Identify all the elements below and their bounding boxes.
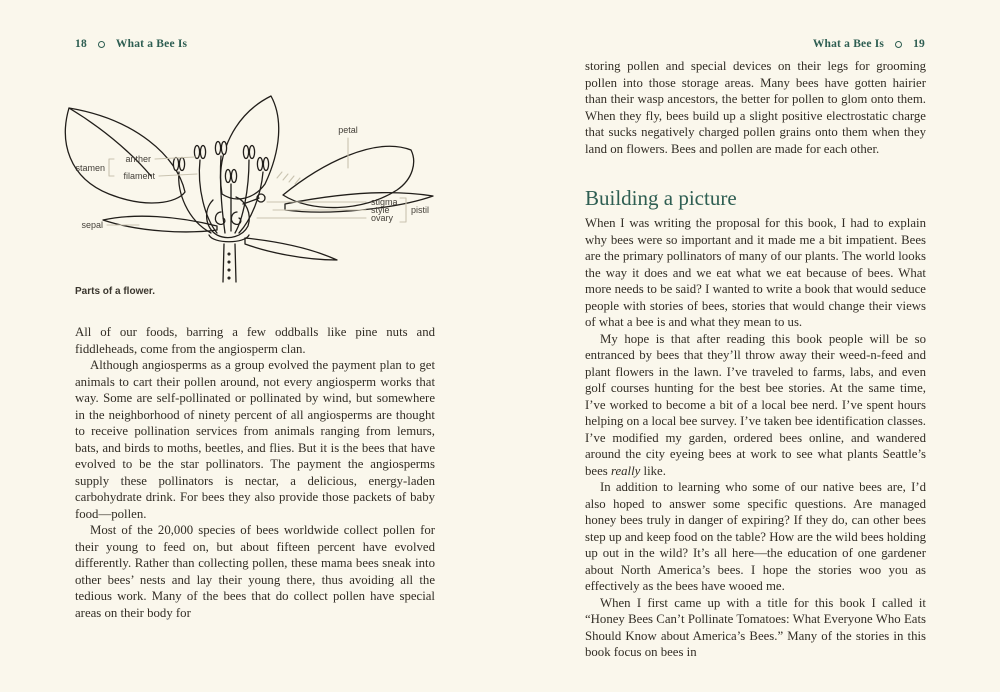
paragraph-text: like. [640, 463, 666, 478]
running-head-right [813, 38, 925, 50]
paragraph: Although angiosperms as a group evolved the payment plan to get animals to cart their pollen around, not every angiosperm works that way. Some are self-pollinated or pollinated by wind, but somewhere in the neighborhood of ninety percent of all angiosperms are thought to receive pollination services from animals ranging from lemurs, bats, and birds to moths, beetles, and flies. But it is the bees that have evolved to be the star pollinators. The payment the angiosperms supply these pollinators is nectar, a delicious, energy-laden carbohydrate drink. For bees they also provide those packets of baby food—pollen. [75, 358, 435, 521]
diagram-label-pistil: pistil [411, 205, 430, 215]
right-page-text [585, 58, 926, 661]
running-head-right-title: What a Bee Is [812, 38, 885, 50]
figure-caption: Parts of a flower. [75, 286, 156, 297]
diagram-label-style: style [371, 205, 390, 215]
running-head-left-title: What a Bee Is [115, 38, 188, 50]
left-page-text [75, 324, 435, 621]
ring-ornament-icon [895, 41, 902, 48]
ring-ornament-icon [98, 41, 105, 48]
paragraph-text: My hope is that after reading this book people will be so entranced by bees that they’ll throw away their weed-n-feed and plant flowers in the lawn. I’ve traveled to farms, labs, and even golf courses hunting for the best bee stories. At the same time, I’ve worked to become a bit of a local bee nerd. I’ve spent hours helping on a local bee survey. I’ve taken bee identification classes. I’ve modified my garden, ordered bees online, and wandered around the city eyeing bees at work to see what plants Seattle’s bees [585, 331, 926, 478]
paragraph: When I was writing the proposal for this book, I had to explain why bees were so important and it made me a bit impatient. Bees are the primary pollinators of many of our plants. The world looks the way it does and we eat what we eat because of bees. What more needs to be said? I wanted to write a book that would seduce people with stories of bees, stories that would change their views of what a bee is and what they mean to us. [585, 216, 926, 329]
section-heading: Building a picture [585, 186, 737, 210]
diagram-label-anther: anther [125, 154, 151, 164]
running-head-left [75, 38, 187, 50]
paragraph: In addition to learning who some of our native bees are, I’d also hoped to answer some specific questions. Are managed honey bees truly in danger of expiring? If they do, can other bees step up and keep food on the table? How are the wild bees holding up out in the wild? It’s all here—the education of one gardener about North America’s bees. I hope the stories woo you as effectively as the bees have wooed me. [585, 480, 926, 593]
diagram-label-sepal: sepal [81, 220, 103, 230]
paragraph [585, 331, 926, 480]
page-number-right: 19 [913, 38, 925, 50]
paragraph: Most of the 20,000 species of bees worldwide collect pollen for their young to feed on, but about fifteen percent have evolved differently. Rather than collecting pollen, these mama bees sneak into other bees’ nests and lay their young there, thus avoiding all the tedious work. Many of the bees that do collect pollen have special areas on their body for [75, 523, 435, 620]
paragraph: All of our foods, barring a few oddballs like pine nuts and fiddleheads, come from the angiosperm clan. [75, 325, 435, 356]
diagram-label-stamen: stamen [75, 163, 105, 173]
italic-word: really [610, 463, 641, 478]
diagram-label-ovary: ovary [371, 213, 394, 223]
diagram-label-petal: petal [338, 125, 358, 135]
diagram-label-filament: filament [123, 171, 155, 181]
flower-parts-diagram [58, 92, 440, 288]
paragraph: When I first came up with a title for this book I called it “Honey Bees Can’t Pollinate Tomatoes: What Everyone Who Eats Should Know about America’s Bees.” Many of the stories in this book focus on bees in [585, 595, 926, 659]
paragraph: storing pollen and special devices on their legs for grooming pollen into those storage areas. Many bees have gotten hairier than their wasp ancestors, the better for pollen to glom onto them. When they fly, bees build up a slight positive electrostatic charge that sucks negatively charged pollen grains onto them when they land on flowers. Bees and pollen are made for each other. [585, 59, 926, 156]
diagram-label-stigma: stigma [371, 197, 398, 207]
page-number-left: 18 [75, 38, 87, 50]
